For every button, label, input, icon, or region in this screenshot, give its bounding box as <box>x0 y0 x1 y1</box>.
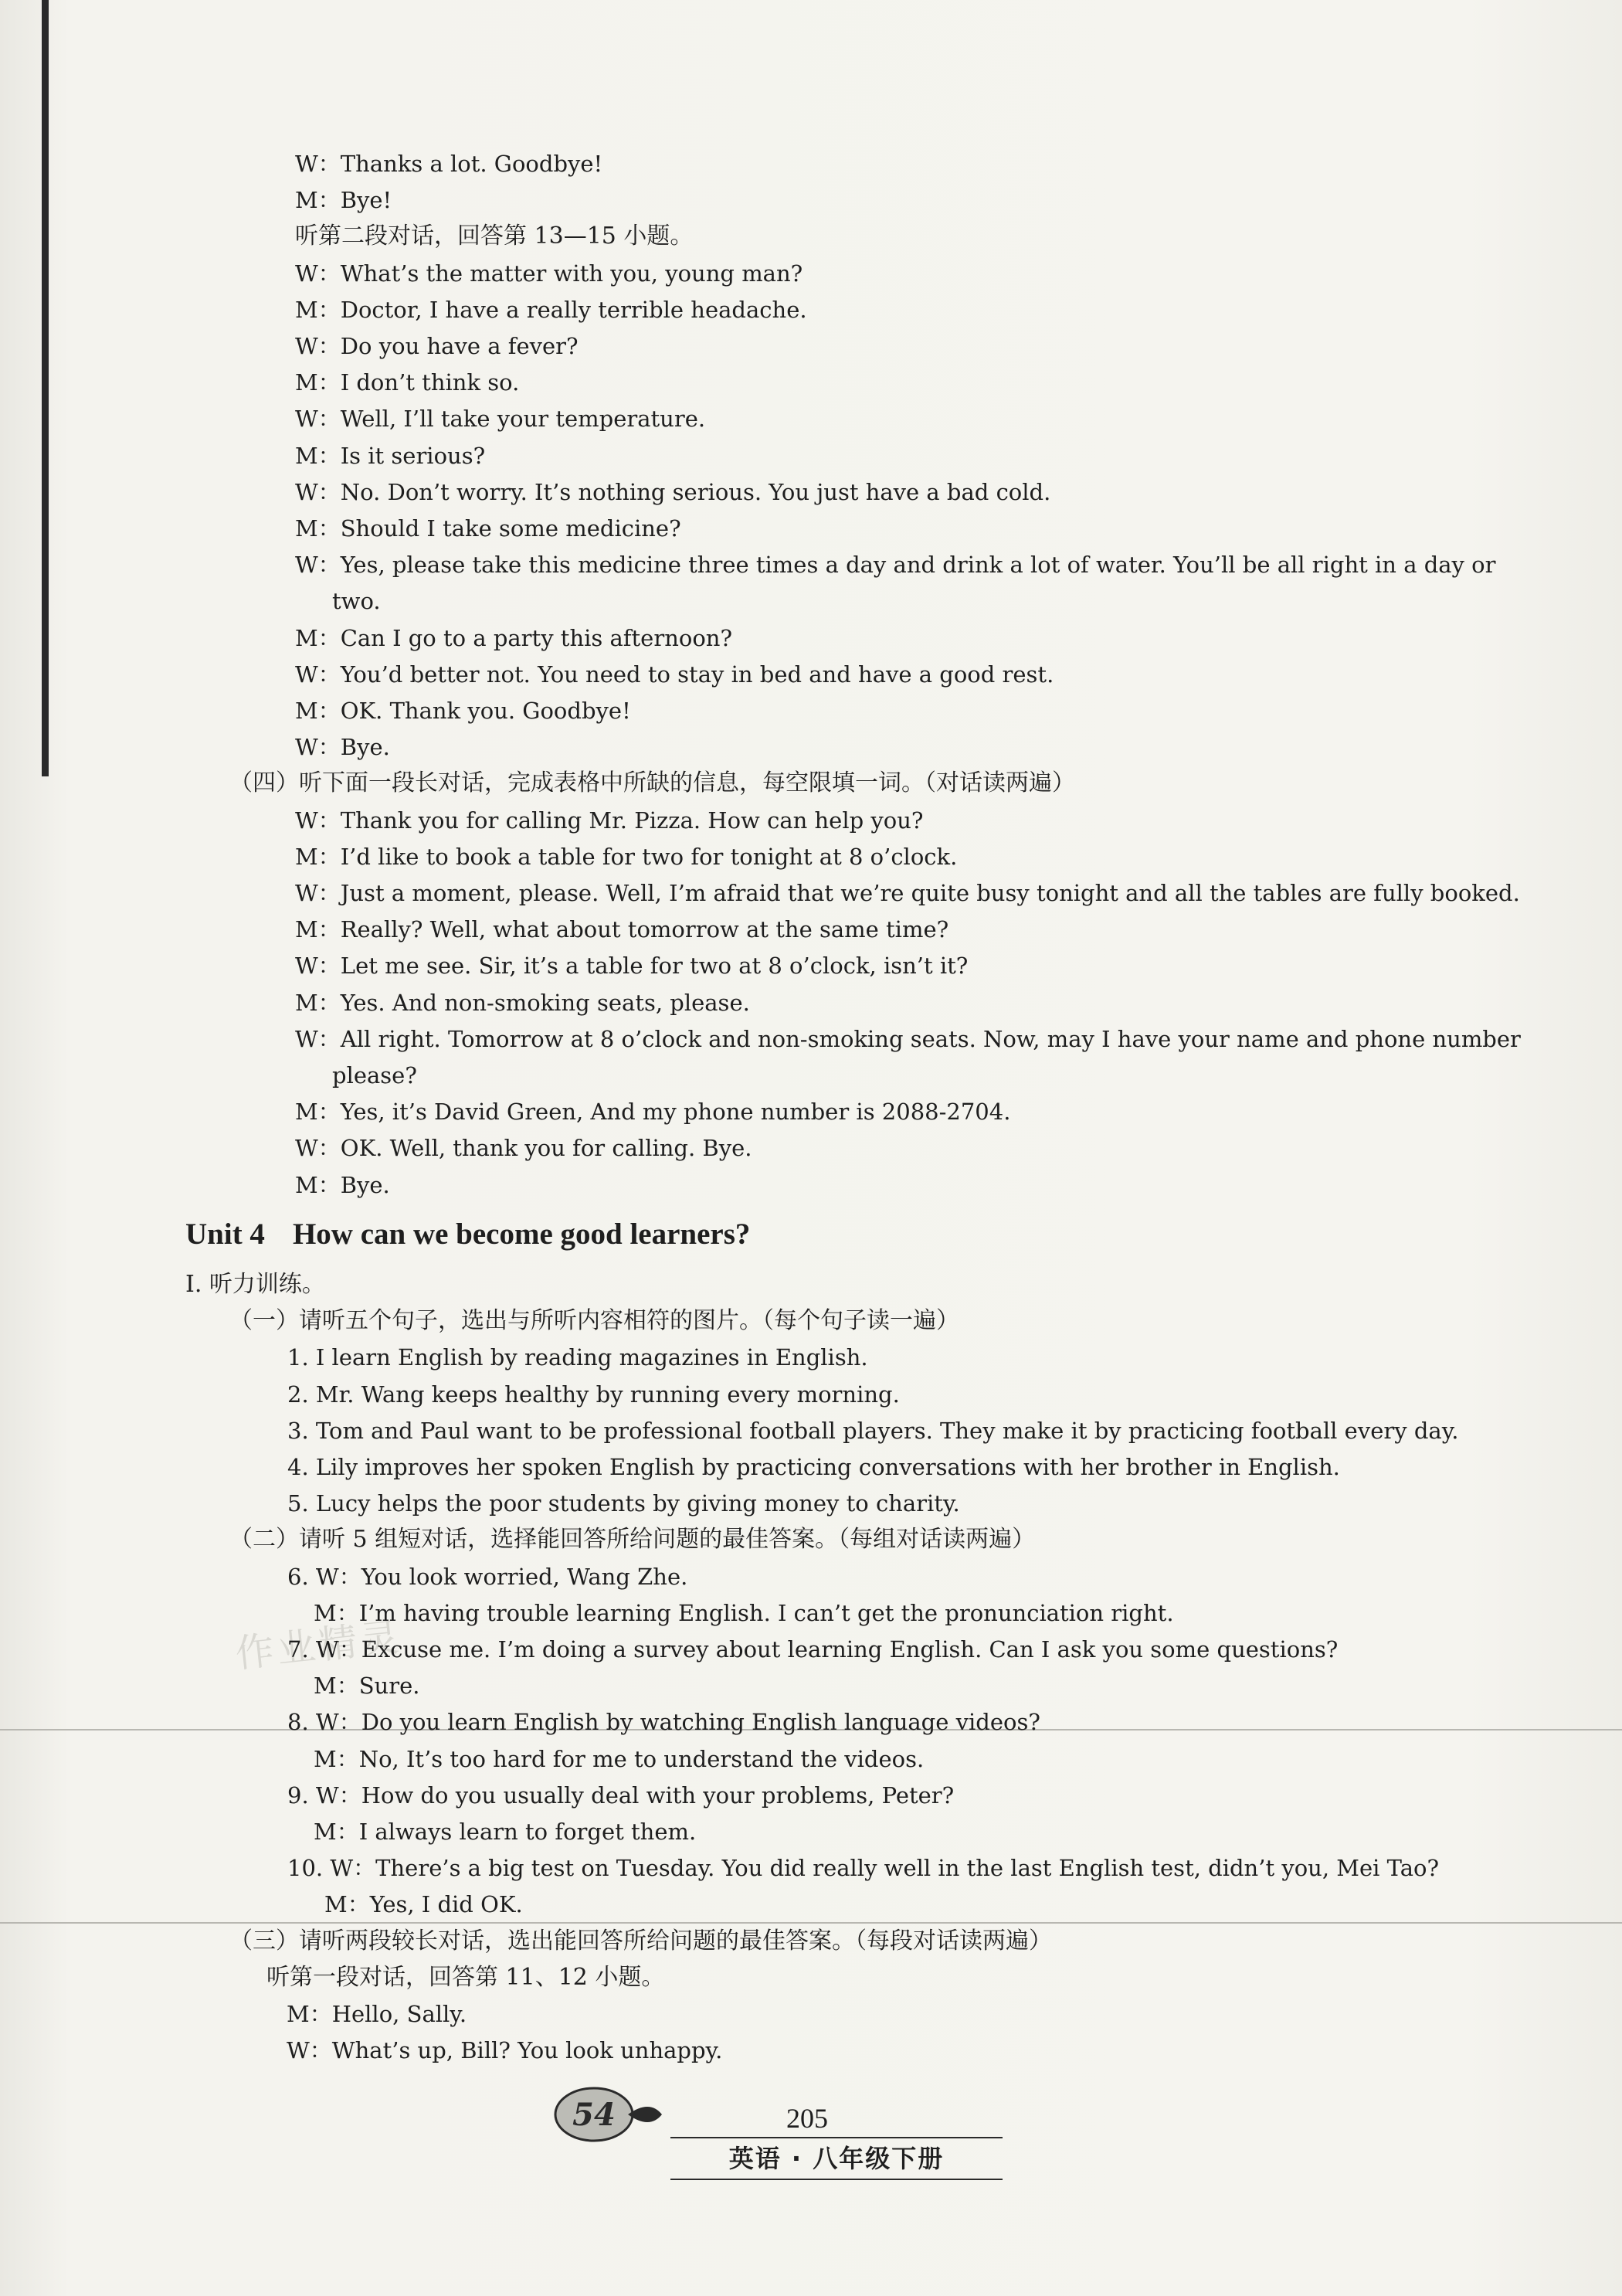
text-line: W：You’d better not. You need to stay in bed and have a good rest. <box>295 661 1054 688</box>
text-line: W：Thanks a lot. Goodbye! <box>295 151 603 177</box>
watermark: 作业精灵 <box>232 1614 404 1677</box>
text-line: M：Doctor, I have a really terrible headache. <box>295 296 807 323</box>
text-line: M：Should I take some medicine? <box>295 515 681 542</box>
unit-heading <box>185 1213 750 1256</box>
text-line: M：Hello, Sally. <box>287 2001 467 2027</box>
unit-title: How can we become good learners? <box>292 1218 751 1251</box>
book-title: 英语 · 八年级下册 <box>728 2144 945 2173</box>
text-line: W：What’s up, Bill? You look unhappy. <box>287 2037 723 2064</box>
badge-text: 54 <box>572 2097 616 2133</box>
text-line: M：Really? Well, what about tomorrow at the same time? <box>295 916 949 943</box>
scan-artifact-line <box>0 1922 1622 1924</box>
text-line: M：Bye! <box>295 187 392 214</box>
text-line: W：Do you have a fever? <box>295 333 579 359</box>
text-line: M：I’m having trouble learning English. I can’t get the pronunciation right. <box>314 1599 1174 1626</box>
series-badge-icon <box>551 2084 663 2145</box>
section-instruction: （一）请听五个句子，选出与所听内容相符的图片。（每个句子读一遍） <box>229 1307 959 1335</box>
page-number: 205 <box>786 2103 828 2134</box>
text-line: M：Bye. <box>295 1171 390 1198</box>
text-line: M：No, It’s too hard for me to understand the videos. <box>314 1745 925 1772</box>
text-line: M：Yes. And non-smoking seats, please. <box>295 989 750 1016</box>
text-line: 7. W：Excuse me. I’m doing a survey about learning English. Can I ask you some questions? <box>287 1636 1339 1663</box>
text-line: W：Just a moment, please. Well, I’m afraid that we’re quite busy tonight and all the tables are fully booked. <box>295 880 1520 906</box>
section-instruction: 听第二段对话，回答第 13—15 小题。 <box>295 222 694 250</box>
text-line: W：Bye. <box>295 734 390 761</box>
text-line: M：I’d like to book a table for two for tonight at 8 o’clock. <box>295 843 958 870</box>
section-instruction: （二）请听 5 组短对话，选择能回答所给问题的最佳答案。（每组对话读两遍） <box>229 1526 1036 1554</box>
text-line: M：Yes, I did OK. <box>324 1891 523 1918</box>
binding-edge <box>42 0 49 776</box>
text-line: 1. I learn English by reading magazines in English. <box>287 1344 868 1371</box>
text-line: 3. Tom and Paul want to be professional football players. They make it by practicing football every day. <box>287 1417 1459 1444</box>
text-line: M：Is it serious? <box>295 442 486 469</box>
text-line: M：OK. Thank you. Goodbye! <box>295 698 631 724</box>
text-line: W：Yes, please take this medicine three times a day and drink a lot of water. You’ll be all right in a day or <box>295 552 1496 579</box>
section-instruction: 听第一段对话，回答第 11、12 小题。 <box>266 1963 665 1991</box>
footer-rule <box>670 2137 1003 2138</box>
text-line: please? <box>332 1062 417 1089</box>
section-instruction: Ⅰ. 听力训练。 <box>185 1271 325 1298</box>
text-line: 2. Mr. Wang keeps healthy by running every morning. <box>287 1381 900 1408</box>
text-line: M：I always learn to forget them. <box>314 1819 697 1845</box>
text-line: two. <box>332 588 381 615</box>
text-line: 8. W：Do you learn English by watching English language videos? <box>287 1709 1040 1736</box>
text-line: W：No. Don’t worry. It’s nothing serious. You just have a bad cold. <box>295 478 1051 505</box>
text-line: W：What’s the matter with you, young man? <box>295 260 803 287</box>
text-line: 6. W：You look worried, Wang Zhe. <box>287 1563 688 1590</box>
section-instruction: （三）请听两段较长对话，选出能回答所给问题的最佳答案。（每段对话读两遍） <box>229 1927 1052 1955</box>
text-line: M：Can I go to a party this afternoon? <box>295 624 733 651</box>
text-line: 5. Lucy helps the poor students by giving money to charity. <box>287 1490 960 1517</box>
text-line: W：OK. Well, thank you for calling. Bye. <box>295 1135 752 1162</box>
text-line: M：Yes, it’s David Green, And my phone number is 2088-2704. <box>295 1099 1011 1126</box>
text-line: 10. W：There’s a big test on Tuesday. You did really well in the last English test, didn’t you, Mei Tao? <box>287 1855 1440 1882</box>
text-line: M：I don’t think so. <box>295 369 520 396</box>
section-instruction: （四）听下面一段长对话，完成表格中所缺的信息，每空限填一词。（对话读两遍） <box>229 769 1075 797</box>
unit-number: Unit 4 <box>185 1218 265 1251</box>
text-line: W：Well, I’ll take your temperature. <box>295 406 706 433</box>
footer-rule <box>670 2179 1003 2180</box>
text-line: W：Let me see. Sir, it’s a table for two at 8 o’clock, isn’t it? <box>295 953 969 980</box>
text-line: W：All right. Tomorrow at 8 o’clock and non-smoking seats. Now, may I have your name and phone number <box>295 1025 1521 1052</box>
text-line: M：Sure. <box>314 1673 420 1700</box>
text-line: 4. Lily improves her spoken English by practicing conversations with her brother in English. <box>287 1454 1340 1480</box>
text-line: 9. W：How do you usually deal with your problems, Peter? <box>287 1781 955 1809</box>
text-line: W：Thank you for calling Mr. Pizza. How can help you? <box>295 807 924 834</box>
